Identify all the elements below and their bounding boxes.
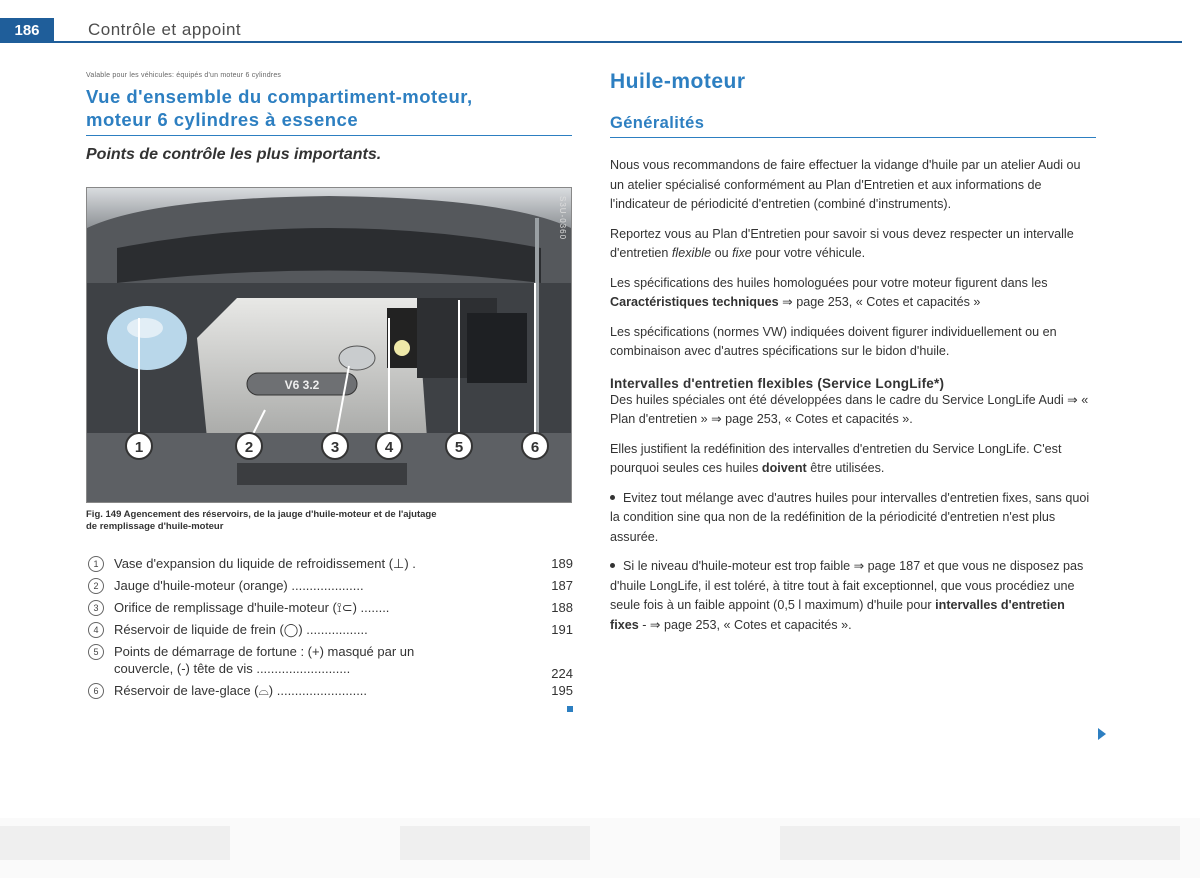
legend-text <box>114 643 499 677</box>
bullet-dot-icon <box>610 563 615 568</box>
legend-page-ref: 224 <box>551 666 573 681</box>
chapter-title: Contrôle et appoint <box>88 20 242 39</box>
bullet-dot-icon <box>610 495 615 500</box>
paragraph-2-flexible: flexible <box>671 246 712 260</box>
paragraph-6 <box>610 440 1096 479</box>
paragraph-3 <box>610 274 1096 313</box>
page-number: 186 <box>0 18 54 43</box>
bullet-item-1 <box>610 489 1096 548</box>
legend-page-ref: 189 <box>551 556 573 571</box>
legend-item <box>88 643 578 681</box>
engine-bay-illustration <box>87 188 571 502</box>
legend-text: Orifice de remplissage d'huile-moteur (⟟⊂) ........ <box>114 600 390 615</box>
engine-model-label: V6 3.2 <box>284 378 320 392</box>
figure-code: S3U-0360 <box>558 196 567 241</box>
legend-page-ref: 187 <box>551 578 573 593</box>
legend-page-number: 195 <box>551 683 573 698</box>
legend-number: 1 <box>88 556 104 572</box>
figure-legend <box>88 555 578 704</box>
validity-note: Valable pour les véhicules: équipés d'un moteur 6 cylindres <box>86 72 282 79</box>
bullet-2-page-ref[interactable]: - ⇒ page 253, « Cotes et capacités ». <box>638 617 852 632</box>
callout-label-5: 5 <box>454 439 464 456</box>
engine-bay-figure <box>86 187 572 503</box>
legend-item <box>88 599 578 616</box>
figure-caption-line-2: de remplissage d'huile-moteur <box>86 521 224 532</box>
paragraph-5: Des huiles spéciales ont été développées dans le cadre du Service LongLife Audi ⇒ « Plan d'entretien » ⇒ page 253, « Cotes et capacités ». <box>610 392 1089 426</box>
legend-item <box>88 555 578 572</box>
paragraph-3-page-ref[interactable]: ⇒ page 253, « Cotes et capacités » <box>778 295 981 309</box>
legend-page-ref: 191 <box>551 622 573 637</box>
figure-caption-line-1: Fig. 149 Agencement des réservoirs, de la jauge d'huile-moteur et de l'ajutage <box>86 509 437 520</box>
bullet-2-bold: intervalles d'entretien fixes <box>610 598 1065 632</box>
paragraph-1: Nous vous recommandons de faire effectuer la vidange d'huile par un atelier Audi ou un atelier spécialisé conformément au Plan d'Entretien et aux informations de l'indicateur de périodicité d'entretien (combiné d'instruments). <box>610 158 1081 211</box>
paragraph-2-text-b: ou <box>711 246 733 260</box>
legend-text: Réservoir de lave-glace (⌓) ......................... <box>114 683 368 698</box>
air-filter-box <box>467 313 527 383</box>
callout-label-3: 3 <box>330 439 340 456</box>
legend-page-ref <box>543 682 573 716</box>
legend-number: 3 <box>88 600 104 616</box>
left-column <box>86 72 572 164</box>
legend-text-line-1: Points de démarrage de fortune : (+) masqué par un <box>114 644 415 659</box>
legend-page-ref: 188 <box>551 600 573 615</box>
legend-number: 4 <box>88 622 104 638</box>
legend-item <box>88 682 578 699</box>
callout-label-1: 1 <box>134 439 144 456</box>
legend-text: Vase d'expansion du liquide de refroidissement (⊥) . <box>114 556 416 571</box>
sub-heading-rule <box>610 137 1096 138</box>
end-of-section-icon <box>567 706 573 712</box>
callout-label-2: 2 <box>244 439 254 456</box>
header-rule <box>54 41 1182 43</box>
oil-filler-cap <box>339 346 375 370</box>
section-rule <box>86 135 572 136</box>
legend-number: 2 <box>88 578 104 594</box>
main-heading: Huile-moteur <box>610 70 746 93</box>
paragraph-6-bold: doivent <box>761 461 807 475</box>
figure-caption <box>86 509 570 533</box>
paragraph-4: Les spécifications (normes VW) indiquées doivent figurer individuellement ou en combinaison avec d'autres spécifications sur le bidon d'huile. <box>610 324 1057 358</box>
paragraph-2-text-c: pour votre véhicule. <box>751 246 866 260</box>
paragraph-3-text-a: Les spécifications des huiles homologuées pour votre moteur figurent dans les <box>610 275 1048 290</box>
right-column <box>610 70 1096 635</box>
bullet-item-2 <box>610 557 1096 635</box>
callout-label-6: 6 <box>530 439 540 456</box>
legend-number: 6 <box>88 683 104 699</box>
legend-text: Jauge d'huile-moteur (orange) .................... <box>114 578 364 593</box>
legend-text: Réservoir de liquide de frein (◯) ................. <box>114 622 368 637</box>
paragraph-2-text-a: Reportez vous au Plan d'Entretien pour savoir si vous devez respecter un intervalle d'entretien <box>610 226 1074 260</box>
footer-shade-1 <box>0 826 230 860</box>
callout-label-4: 4 <box>384 439 394 456</box>
paragraph-2-fixe: fixe <box>732 246 752 260</box>
section-title <box>86 85 572 131</box>
bullet-1-text: Evitez tout mélange avec d'autres huiles pour intervalles d'entretien fixes, sans quoi la condition sine qua non de la redéfinition de la périodicité d'entretien n'est plus assurée. <box>610 490 1090 544</box>
section-title-line-2: moteur 6 cylindres à essence <box>86 109 359 130</box>
coolant-tank <box>107 306 187 370</box>
section-subheading: Points de contrôle les plus importants. <box>86 146 382 163</box>
paragraph-3-bold: Caractéristiques techniques <box>610 295 779 309</box>
continue-arrow-icon <box>1098 728 1106 740</box>
legend-item <box>88 577 578 594</box>
paragraph-6-text-c: être utilisées. <box>806 461 885 475</box>
footer-shade-3 <box>780 826 1180 860</box>
paragraph-2 <box>610 225 1096 264</box>
page-header <box>0 0 1200 46</box>
legend-item <box>88 621 578 638</box>
legend-text-line-2: couvercle, (-) tête de vis .......................... <box>114 661 351 676</box>
flexible-intervals-heading: Intervalles d'entretien flexibles (Service LongLife*) <box>610 375 945 391</box>
sub-heading: Généralités <box>610 114 705 132</box>
paragraph-6-text-a: Elles justifient la redéfinition des intervalles d'entretien du Service LongLife. C'est pourquoi seules ces huiles <box>610 441 1062 475</box>
bullet-2-text-a: Si le niveau d'huile-moteur est trop faible ⇒ page 187 et que vous ne disposez pas d'huile LongLife, il est toléré, à titre tout à fait exceptionnel, que vous procédiez une seule fois à un faible appoint (0,5 l maximum) d'huile pour <box>610 559 1084 612</box>
legend-number: 5 <box>88 644 104 660</box>
footer-shade-2 <box>400 826 590 860</box>
section-title-line-1: Vue d'ensemble du compartiment-moteur, <box>86 86 473 107</box>
